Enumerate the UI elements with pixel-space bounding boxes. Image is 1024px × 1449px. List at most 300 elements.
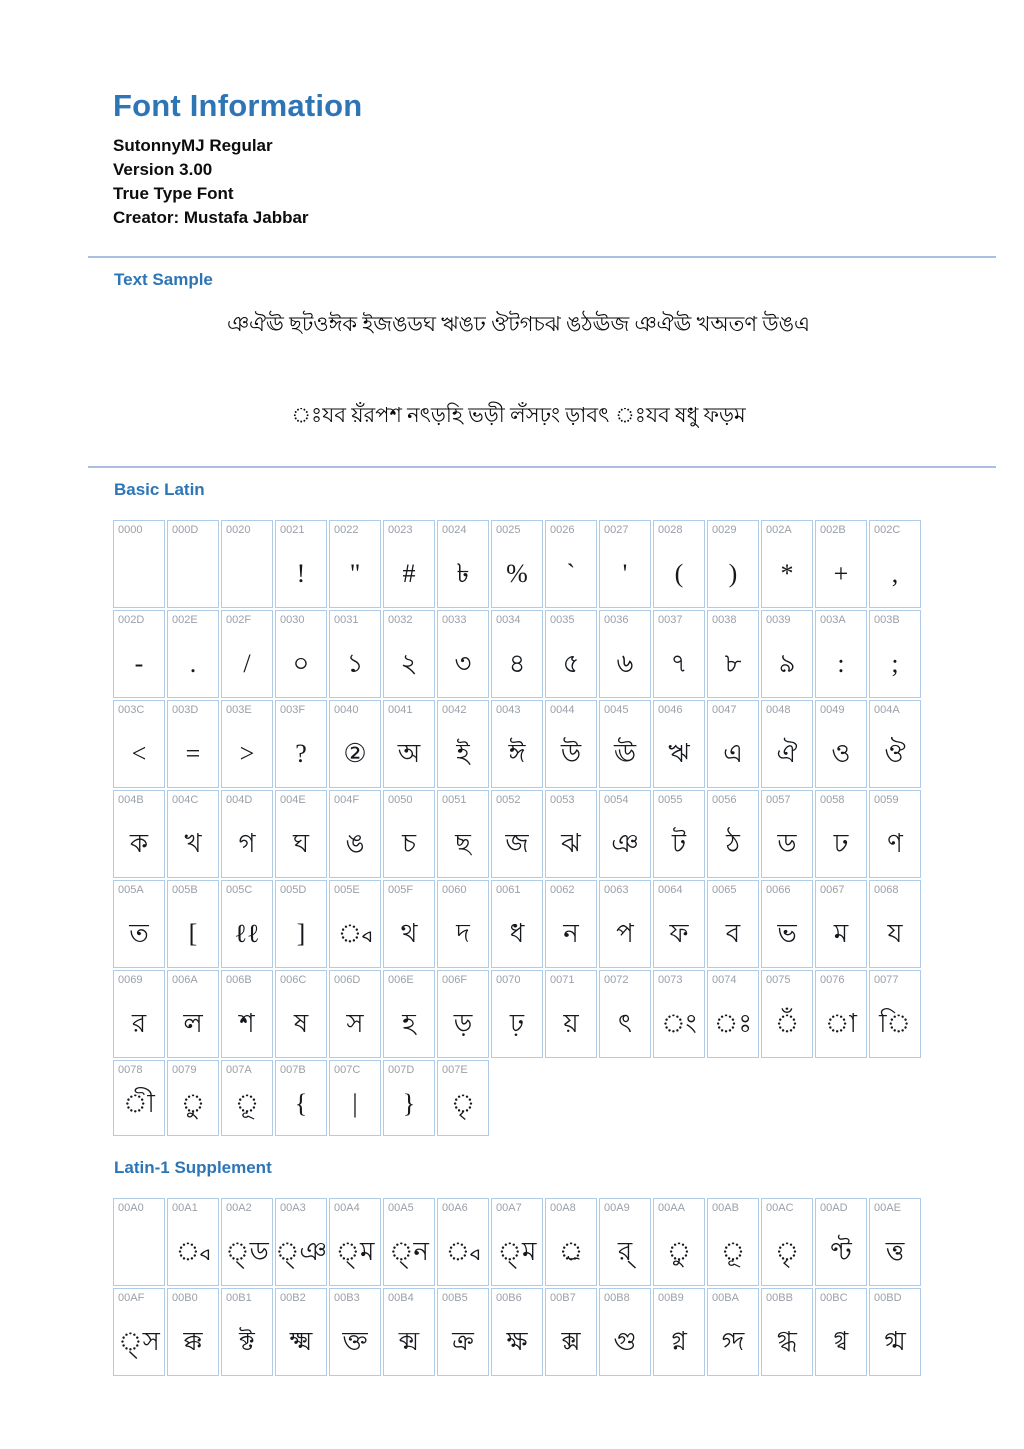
divider bbox=[88, 256, 996, 258]
glyph-sample: গ্ধ bbox=[777, 1326, 797, 1356]
codepoint-label: 0062 bbox=[550, 884, 575, 896]
glyph-cell-0040 bbox=[329, 700, 381, 788]
codepoint-label: 003E bbox=[226, 704, 252, 716]
codepoint-label: 004D bbox=[226, 794, 253, 806]
glyph-row bbox=[113, 700, 924, 788]
codepoint-label: 0065 bbox=[712, 884, 737, 896]
codepoint-label: 005C bbox=[226, 884, 253, 896]
glyph-cell-006A bbox=[167, 970, 219, 1058]
glyph-sample: ড bbox=[777, 828, 797, 858]
glyph-cell-005C bbox=[221, 880, 273, 968]
glyph-cell-00B7 bbox=[545, 1288, 597, 1376]
codepoint-label: 0031 bbox=[334, 614, 359, 626]
glyph-sample: ু bbox=[666, 1236, 692, 1266]
codepoint-label: 00B3 bbox=[334, 1292, 360, 1304]
glyph-sample: ঔ bbox=[884, 738, 906, 768]
glyph-sample: ন bbox=[563, 918, 579, 948]
codepoint-label: 00A3 bbox=[280, 1202, 306, 1214]
glyph-sample: এ bbox=[723, 738, 743, 768]
glyph-cell-0049 bbox=[815, 700, 867, 788]
glyph-sample: ্ব bbox=[445, 1236, 481, 1266]
glyph-sample: ঈ bbox=[508, 738, 526, 768]
glyph-cell-0060 bbox=[437, 880, 489, 968]
codepoint-label: 00BD bbox=[874, 1292, 902, 1304]
font-type: True Type Font bbox=[113, 184, 234, 203]
glyph-cell-004C bbox=[167, 790, 219, 878]
glyph-sample: : bbox=[837, 648, 845, 678]
glyph-cell-005F bbox=[383, 880, 435, 968]
glyph-cell-003C bbox=[113, 700, 165, 788]
glyph-row bbox=[113, 880, 924, 968]
glyph-cell-0055 bbox=[653, 790, 705, 878]
glyph-cell-0050 bbox=[383, 790, 435, 878]
glyph-cell-005D bbox=[275, 880, 327, 968]
text-sample-line-uppercase: ঞঐঊ ছটওঈক ইজঙডঘ ঋঙঢ ঔটগচঝ ঙঠঊজ ঞঐঊ খঅতণ উঙএ bbox=[226, 312, 811, 336]
codepoint-label: 00B6 bbox=[496, 1292, 522, 1304]
glyph-sample: ক bbox=[129, 828, 149, 858]
codepoint-label: 0040 bbox=[334, 704, 359, 716]
codepoint-label: 007E bbox=[442, 1064, 468, 1076]
codepoint-label: 007B bbox=[280, 1064, 306, 1076]
glyph-cell-0062 bbox=[545, 880, 597, 968]
glyph-sample: ঢ bbox=[833, 828, 849, 858]
glyph-row bbox=[113, 1198, 924, 1286]
text-sample-line-lowercase: ঃযব য়ঁরপশ নৎড়হি ভড়ী লঁসঢ়ং ড়াবৎ ঃযব ষধু ফড়ম bbox=[291, 403, 746, 427]
glyph-sample: ; bbox=[891, 648, 899, 678]
codepoint-label: 0043 bbox=[496, 704, 521, 716]
glyph-sample: = bbox=[185, 738, 201, 768]
codepoint-label: 0071 bbox=[550, 974, 575, 986]
codepoint-label: 0032 bbox=[388, 614, 413, 626]
glyph-sample: ড় bbox=[453, 1008, 473, 1038]
glyph-sample: থ bbox=[400, 918, 418, 948]
glyph-cell-002C bbox=[869, 520, 921, 608]
glyph-sample: ক্ষ্ম bbox=[289, 1326, 313, 1356]
glyph-sample: গ্ম bbox=[884, 1326, 906, 1356]
glyph-cell-0057 bbox=[761, 790, 813, 878]
glyph-cell-007C bbox=[329, 1060, 381, 1136]
glyph-cell-0039 bbox=[761, 610, 813, 698]
glyph-cell-0022 bbox=[329, 520, 381, 608]
glyph-sample: ফ bbox=[669, 918, 689, 948]
glyph-cell-002D bbox=[113, 610, 165, 698]
codepoint-label: 0033 bbox=[442, 614, 467, 626]
glyph-cell-007E bbox=[437, 1060, 489, 1136]
codepoint-label: 006E bbox=[388, 974, 414, 986]
glyph-cell-005E bbox=[329, 880, 381, 968]
glyph-sample: ি bbox=[879, 1008, 911, 1038]
glyph-sample: ্র bbox=[558, 1236, 584, 1266]
glyph-cell-00B2 bbox=[275, 1288, 327, 1376]
codepoint-label: 0030 bbox=[280, 614, 305, 626]
glyph-sample: ্ন bbox=[389, 1236, 429, 1266]
codepoint-label: 002E bbox=[172, 614, 198, 626]
glyph-cell-00AD bbox=[815, 1198, 867, 1286]
glyph-sample: ম bbox=[833, 918, 849, 948]
glyph-sample: ক্স bbox=[561, 1326, 581, 1356]
glyph-cell-0077 bbox=[869, 970, 921, 1058]
glyph-cell-004E bbox=[275, 790, 327, 878]
glyph-cell-0036 bbox=[599, 610, 651, 698]
glyph-cell-00A7 bbox=[491, 1198, 543, 1286]
glyph-cell-0052 bbox=[491, 790, 543, 878]
codepoint-label: 002B bbox=[820, 524, 846, 536]
glyph-sample: ঢ় bbox=[509, 1008, 525, 1038]
glyph-cell-003A bbox=[815, 610, 867, 698]
codepoint-label: 0047 bbox=[712, 704, 737, 716]
glyph-cell-00BA bbox=[707, 1288, 759, 1376]
codepoint-label: 0068 bbox=[874, 884, 899, 896]
glyph-cell-00B5 bbox=[437, 1288, 489, 1376]
glyph-sample: গ্ন bbox=[671, 1326, 687, 1356]
latin1-supplement-glyph-table bbox=[113, 1198, 924, 1376]
glyph-cell-0033 bbox=[437, 610, 489, 698]
glyph-cell-00AC bbox=[761, 1198, 813, 1286]
glyph-cell-0067 bbox=[815, 880, 867, 968]
glyph-cell-0047 bbox=[707, 700, 759, 788]
glyph-sample: খ bbox=[184, 828, 202, 858]
glyph-cell-0027 bbox=[599, 520, 651, 608]
glyph-sample: ? bbox=[295, 738, 307, 768]
glyph-cell-005A bbox=[113, 880, 165, 968]
glyph-cell-00B6 bbox=[491, 1288, 543, 1376]
glyph-sample: চ bbox=[401, 828, 417, 858]
glyph-sample: < bbox=[131, 738, 147, 768]
glyph-cell-0061 bbox=[491, 880, 543, 968]
glyph-cell-003D bbox=[167, 700, 219, 788]
glyph-sample: প bbox=[616, 918, 634, 948]
glyph-sample: , bbox=[891, 558, 899, 588]
glyph-cell-0043 bbox=[491, 700, 543, 788]
glyph-cell-006D bbox=[329, 970, 381, 1058]
codepoint-label: 0026 bbox=[550, 524, 575, 536]
codepoint-label: 0027 bbox=[604, 524, 629, 536]
codepoint-label: 0064 bbox=[658, 884, 683, 896]
glyph-sample: গু bbox=[613, 1326, 637, 1356]
codepoint-label: 0056 bbox=[712, 794, 737, 806]
codepoint-label: 0045 bbox=[604, 704, 629, 716]
codepoint-label: 00B8 bbox=[604, 1292, 630, 1304]
codepoint-label: 0054 bbox=[604, 794, 629, 806]
codepoint-label: 00A7 bbox=[496, 1202, 522, 1214]
glyph-sample: + bbox=[833, 558, 849, 588]
codepoint-label: 0044 bbox=[550, 704, 575, 716]
glyph-sample: ু bbox=[180, 1088, 206, 1118]
glyph-sample bbox=[222, 545, 272, 602]
glyph-cell-0046 bbox=[653, 700, 705, 788]
codepoint-label: 0079 bbox=[172, 1064, 197, 1076]
glyph-sample: ৳ bbox=[456, 558, 470, 588]
codepoint-label: 006A bbox=[172, 974, 198, 986]
glyph-sample: ্ম bbox=[497, 1236, 537, 1266]
glyph-cell-0029 bbox=[707, 520, 759, 608]
glyph-sample: " bbox=[349, 558, 361, 588]
glyph-cell-002A bbox=[761, 520, 813, 608]
glyph-sample: ℓℓ bbox=[234, 918, 260, 948]
glyph-cell-0065 bbox=[707, 880, 759, 968]
glyph-sample: গ bbox=[238, 828, 256, 858]
section-heading-text-sample: Text Sample bbox=[114, 270, 213, 289]
codepoint-label: 0059 bbox=[874, 794, 899, 806]
glyph-sample: ্স bbox=[118, 1326, 160, 1356]
codepoint-label: 003A bbox=[820, 614, 846, 626]
glyph-row bbox=[113, 610, 924, 698]
glyph-cell-00B0 bbox=[167, 1288, 219, 1376]
glyph-cell-0070 bbox=[491, 970, 543, 1058]
glyph-sample: . bbox=[189, 648, 197, 678]
codepoint-label: 0041 bbox=[388, 704, 413, 716]
codepoint-label: 0060 bbox=[442, 884, 467, 896]
codepoint-label: 0070 bbox=[496, 974, 521, 986]
codepoint-label: 003D bbox=[172, 704, 199, 716]
glyph-cell-006F bbox=[437, 970, 489, 1058]
glyph-sample: ক্ম bbox=[398, 1326, 420, 1356]
codepoint-label: 00B7 bbox=[550, 1292, 576, 1304]
codepoint-label: 007C bbox=[334, 1064, 361, 1076]
codepoint-label: 006B bbox=[226, 974, 252, 986]
glyph-sample: ' bbox=[622, 558, 628, 588]
glyph-cell-0037 bbox=[653, 610, 705, 698]
glyph-sample: ) bbox=[728, 558, 738, 588]
glyph-sample: ০ bbox=[292, 648, 310, 678]
glyph-sample: ঙ bbox=[345, 828, 365, 858]
glyph-sample: ত্ত bbox=[885, 1236, 905, 1266]
glyph-sample: ৪ bbox=[508, 648, 526, 678]
glyph-row bbox=[113, 1060, 924, 1136]
glyph-sample: | bbox=[352, 1088, 358, 1118]
glyph-cell-004D bbox=[221, 790, 273, 878]
glyph-cell-00B1 bbox=[221, 1288, 273, 1376]
codepoint-label: 0024 bbox=[442, 524, 467, 536]
codepoint-label: 00B9 bbox=[658, 1292, 684, 1304]
glyph-sample: ্ঞ bbox=[275, 1236, 327, 1266]
glyph-cell-003F bbox=[275, 700, 327, 788]
codepoint-label: 0058 bbox=[820, 794, 845, 806]
codepoint-label: 00B1 bbox=[226, 1292, 252, 1304]
glyph-cell-0030 bbox=[275, 610, 327, 698]
codepoint-label: 0037 bbox=[658, 614, 683, 626]
glyph-sample: ট bbox=[671, 828, 687, 858]
glyph-cell-00A1 bbox=[167, 1198, 219, 1286]
codepoint-label: 0036 bbox=[604, 614, 629, 626]
glyph-sample: ও bbox=[831, 738, 851, 768]
codepoint-label: 002C bbox=[874, 524, 901, 536]
glyph-sample: ঘ bbox=[292, 828, 310, 858]
glyph-sample: ্ম bbox=[335, 1236, 375, 1266]
codepoint-label: 0051 bbox=[442, 794, 467, 806]
glyph-cell-00AB bbox=[707, 1198, 759, 1286]
codepoint-label: 0028 bbox=[658, 524, 683, 536]
glyph-sample: র্ bbox=[617, 1236, 633, 1266]
codepoint-label: 00A9 bbox=[604, 1202, 630, 1214]
glyph-sample: ং bbox=[661, 1008, 697, 1038]
codepoint-label: 00A0 bbox=[118, 1202, 144, 1214]
codepoint-label: 00B0 bbox=[172, 1292, 198, 1304]
glyph-cell-00BC bbox=[815, 1288, 867, 1376]
glyph-cell-0073 bbox=[653, 970, 705, 1058]
glyph-cell-00AF bbox=[113, 1288, 165, 1376]
glyph-sample: ৩ bbox=[454, 648, 472, 678]
codepoint-label: 00A2 bbox=[226, 1202, 252, 1214]
font-name: SutonnyMJ Regular bbox=[113, 136, 273, 155]
glyph-cell-002F bbox=[221, 610, 273, 698]
codepoint-label: 0046 bbox=[658, 704, 683, 716]
glyph-cell-00A8 bbox=[545, 1198, 597, 1286]
codepoint-label: 00AA bbox=[658, 1202, 685, 1214]
glyph-cell-0024 bbox=[437, 520, 489, 608]
codepoint-label: 00BA bbox=[712, 1292, 739, 1304]
glyph-row bbox=[113, 970, 924, 1058]
codepoint-label: 003F bbox=[280, 704, 306, 716]
glyph-sample: ক্ট bbox=[239, 1326, 255, 1356]
glyph-sample: ী bbox=[123, 1088, 155, 1118]
glyph-cell-006C bbox=[275, 970, 327, 1058]
glyph-cell-002B bbox=[815, 520, 867, 608]
codepoint-label: 002D bbox=[118, 614, 145, 626]
glyph-cell-0066 bbox=[761, 880, 813, 968]
codepoint-label: 0038 bbox=[712, 614, 737, 626]
codepoint-label: 0050 bbox=[388, 794, 413, 806]
divider bbox=[88, 466, 996, 468]
codepoint-label: 0049 bbox=[820, 704, 845, 716]
codepoint-label: 0055 bbox=[658, 794, 683, 806]
codepoint-label: 005F bbox=[388, 884, 414, 896]
glyph-sample: } bbox=[402, 1088, 416, 1118]
glyph-sample bbox=[168, 545, 218, 602]
glyph-cell-00AE bbox=[869, 1198, 921, 1286]
glyph-cell-003B bbox=[869, 610, 921, 698]
codepoint-label: 0029 bbox=[712, 524, 737, 536]
codepoint-label: 0072 bbox=[604, 974, 629, 986]
glyph-cell-0051 bbox=[437, 790, 489, 878]
glyph-cell-0031 bbox=[329, 610, 381, 698]
glyph-sample: হ bbox=[402, 1008, 416, 1038]
glyph-cell-0068 bbox=[869, 880, 921, 968]
glyph-cell-002E bbox=[167, 610, 219, 698]
glyph-cell-003E bbox=[221, 700, 273, 788]
glyph-cell-006B bbox=[221, 970, 273, 1058]
glyph-cell-00A4 bbox=[329, 1198, 381, 1286]
glyph-sample: ঊ bbox=[613, 738, 637, 768]
glyph-sample: ! bbox=[296, 558, 306, 588]
glyph-cell-0074 bbox=[707, 970, 759, 1058]
glyph-sample: ক্ত bbox=[342, 1326, 368, 1356]
glyph-sample: া bbox=[825, 1008, 857, 1038]
glyph-cell-0020 bbox=[221, 520, 273, 608]
glyph-cell-00A6 bbox=[437, 1198, 489, 1286]
codepoint-label: 006C bbox=[280, 974, 307, 986]
glyph-sample: ূ bbox=[720, 1236, 746, 1266]
codepoint-label: 0022 bbox=[334, 524, 359, 536]
codepoint-label: 0069 bbox=[118, 974, 143, 986]
glyph-sample: ঁ bbox=[774, 1008, 800, 1038]
codepoint-label: 00A8 bbox=[550, 1202, 576, 1214]
glyph-cell-00A2 bbox=[221, 1198, 273, 1286]
glyph-sample: অ bbox=[397, 738, 421, 768]
glyph-sample: ণ bbox=[887, 828, 903, 858]
codepoint-label: 004B bbox=[118, 794, 144, 806]
codepoint-label: 00AE bbox=[874, 1202, 901, 1214]
glyph-sample: ক্র bbox=[452, 1326, 474, 1356]
codepoint-label: 005D bbox=[280, 884, 307, 896]
glyph-sample: ষ bbox=[293, 1008, 309, 1038]
codepoint-label: 00B5 bbox=[442, 1292, 468, 1304]
glyph-cell-00B9 bbox=[653, 1288, 705, 1376]
glyph-cell-00A0 bbox=[113, 1198, 165, 1286]
font-creator: Creator: Mustafa Jabbar bbox=[113, 208, 309, 227]
glyph-sample: ভ bbox=[777, 918, 797, 948]
glyph-sample: # bbox=[402, 558, 416, 588]
glyph-cell-0041 bbox=[383, 700, 435, 788]
section-heading-basic-latin: Basic Latin bbox=[114, 480, 205, 499]
glyph-cell-0044 bbox=[545, 700, 597, 788]
codepoint-label: 0078 bbox=[118, 1064, 143, 1076]
glyph-sample: ` bbox=[566, 558, 576, 588]
codepoint-label: 0073 bbox=[658, 974, 683, 986]
codepoint-label: 0025 bbox=[496, 524, 521, 536]
glyph-sample: ঠ bbox=[726, 828, 740, 858]
glyph-sample: ঝ bbox=[561, 828, 581, 858]
codepoint-label: 00B4 bbox=[388, 1292, 414, 1304]
glyph-sample: ই bbox=[456, 738, 470, 768]
codepoint-label: 00BB bbox=[766, 1292, 793, 1304]
codepoint-label: 005A bbox=[118, 884, 144, 896]
codepoint-label: 0035 bbox=[550, 614, 575, 626]
font-version: Version 3.00 bbox=[113, 160, 213, 179]
glyph-row bbox=[113, 1288, 924, 1376]
codepoint-label: 002A bbox=[766, 524, 792, 536]
glyph-cell-0023 bbox=[383, 520, 435, 608]
codepoint-label: 0057 bbox=[766, 794, 791, 806]
codepoint-label: 0053 bbox=[550, 794, 575, 806]
codepoint-label: 00AD bbox=[820, 1202, 848, 1214]
codepoint-label: 0066 bbox=[766, 884, 791, 896]
codepoint-label: 0061 bbox=[496, 884, 521, 896]
codepoint-label: 006D bbox=[334, 974, 361, 986]
codepoint-label: 0048 bbox=[766, 704, 791, 716]
glyph-cell-0064 bbox=[653, 880, 705, 968]
codepoint-label: 000D bbox=[172, 524, 199, 536]
codepoint-label: 002F bbox=[226, 614, 252, 626]
codepoint-label: 0075 bbox=[766, 974, 791, 986]
codepoint-label: 00A5 bbox=[388, 1202, 414, 1214]
glyph-sample: দ bbox=[456, 918, 470, 948]
glyph-sample: য bbox=[887, 918, 903, 948]
codepoint-label: 007A bbox=[226, 1064, 252, 1076]
glyph-cell-00B3 bbox=[329, 1288, 381, 1376]
glyph-cell-00BB bbox=[761, 1288, 813, 1376]
codepoint-label: 007D bbox=[388, 1064, 415, 1076]
glyph-sample: গ্ব bbox=[833, 1326, 849, 1356]
glyph-sample: র bbox=[131, 1008, 147, 1038]
glyph-cell-00AA bbox=[653, 1198, 705, 1286]
glyph-sample: উ bbox=[560, 738, 582, 768]
glyph-sample: % bbox=[506, 558, 528, 588]
codepoint-label: 005E bbox=[334, 884, 360, 896]
glyph-sample: ( bbox=[674, 558, 684, 588]
glyph-cell-007D bbox=[383, 1060, 435, 1136]
codepoint-label: 004E bbox=[280, 794, 306, 806]
glyph-cell-00B8 bbox=[599, 1288, 651, 1376]
codepoint-label: 0074 bbox=[712, 974, 737, 986]
codepoint-label: 0000 bbox=[118, 524, 143, 536]
codepoint-label: 0042 bbox=[442, 704, 467, 716]
glyph-cell-0072 bbox=[599, 970, 651, 1058]
glyph-cell-0076 bbox=[815, 970, 867, 1058]
codepoint-label: 00AF bbox=[118, 1292, 145, 1304]
glyph-cell-0053 bbox=[545, 790, 597, 878]
glyph-sample: [ bbox=[188, 918, 198, 948]
